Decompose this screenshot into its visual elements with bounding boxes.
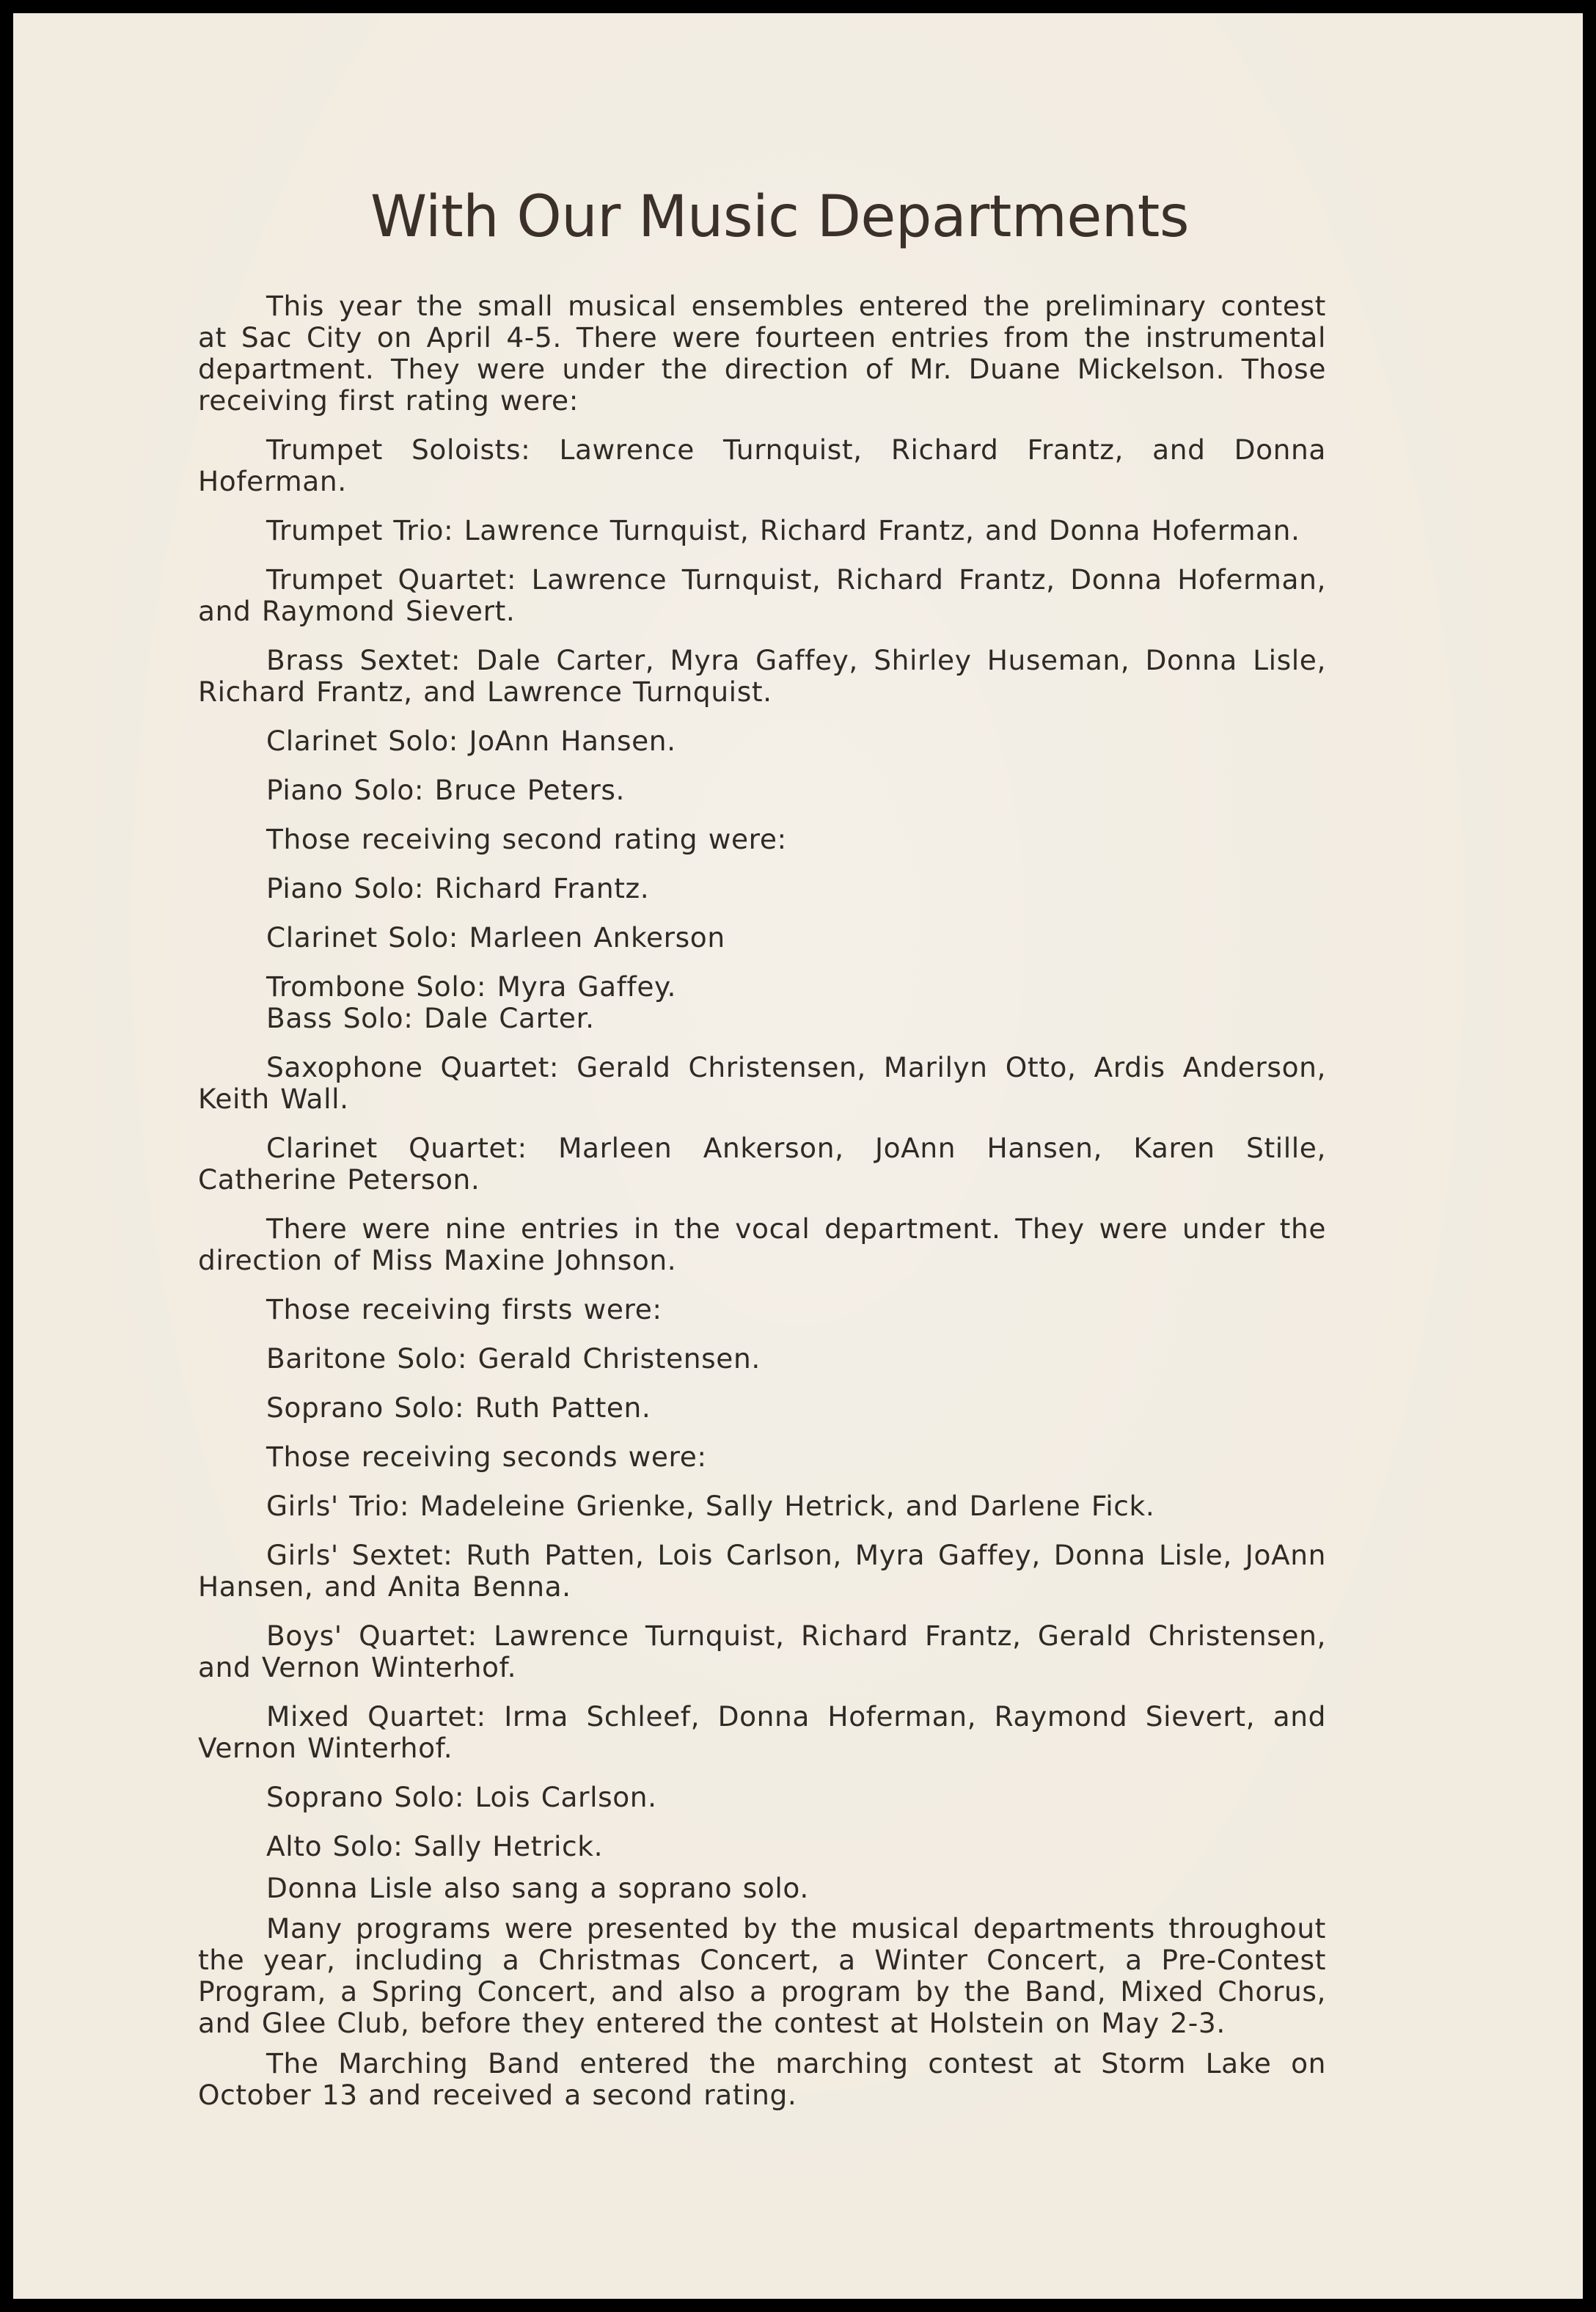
paragraph-marching-band: The Marching Band entered the marching contest at Storm Lake on October 13 and received a second rating. — [198, 2047, 1326, 2111]
paragraph-saxophone-quartet: Saxophone Quartet: Gerald Christensen, Marilyn Otto, Ardis Anderson, Keith Wall. — [198, 1051, 1326, 1115]
yearbook-page — [13, 13, 1583, 2299]
paragraph-seconds-heading: Those receiving seconds were: — [266, 1441, 707, 1473]
paragraph-girls-trio: Girls' Trio: Madeleine Grienke, Sally Hetrick, and Darlene Fick. — [266, 1490, 1155, 1522]
paragraph-trumpet-trio: Trumpet Trio: Lawrence Turnquist, Richard Frantz, and Donna Hoferman. — [266, 514, 1300, 546]
paragraph-piano-solo: Piano Solo: Bruce Peters. — [266, 774, 625, 806]
paragraph-trombone-solo: Trombone Solo: Myra Gaffey. — [266, 970, 676, 1003]
paragraph-soprano-solo: Soprano Solo: Ruth Patten. — [266, 1391, 651, 1424]
paragraph-piano-solo-second: Piano Solo: Richard Frantz. — [266, 872, 650, 904]
paragraph-vocal-intro: There were nine entries in the vocal department. They were under the direction of Miss Maxine Johnson. — [198, 1212, 1326, 1276]
paragraph-trumpet-soloists: Trumpet Soloists: Lawrence Turnquist, Richard Frantz, and Donna Hoferman. — [198, 434, 1326, 497]
paragraph-brass-sextet: Brass Sextet: Dale Carter, Myra Gaffey, Shirley Huseman, Donna Lisle, Richard Frantz, and Lawrence Turnquist. — [198, 644, 1326, 708]
paragraph-clarinet-solo-second: Clarinet Solo: Marleen Ankerson — [266, 921, 725, 954]
paragraph-firsts-heading: Those receiving firsts were: — [266, 1293, 662, 1325]
paragraph-girls-sextet: Girls' Sextet: Ruth Patten, Lois Carlson, Myra Gaffey, Donna Lisle, JoAnn Hansen, and Anita Benna. — [198, 1539, 1326, 1603]
paragraph-clarinet-solo: Clarinet Solo: JoAnn Hansen. — [266, 725, 676, 757]
paragraph-programs: Many programs were presented by the musical departments throughout the year, including a Christmas Concert, a Winter Concert, a Pre-Contest Program, a Spring Concert, and also a program by the Band, Mixed Chorus, and Glee Club, before they entered the contest at Holstein on May 2-3. — [198, 1912, 1326, 2039]
paragraph-second-rating-heading: Those receiving second rating were: — [266, 823, 787, 855]
paragraph-boys-quartet: Boys' Quartet: Lawrence Turnquist, Richard Frantz, Gerald Christensen, and Vernon Winterhof. — [198, 1620, 1326, 1683]
paragraph-bass-solo: Bass Solo: Dale Carter. — [266, 1002, 595, 1034]
paragraph-alto-solo: Alto Solo: Sally Hetrick. — [266, 1830, 604, 1862]
paragraph-trumpet-quartet: Trumpet Quartet: Lawrence Turnquist, Richard Frantz, Donna Hoferman, and Raymond Sievert. — [198, 563, 1326, 627]
paragraph-clarinet-quartet: Clarinet Quartet: Marleen Ankerson, JoAnn Hansen, Karen Stille, Catherine Peterson. — [198, 1132, 1326, 1196]
article-body — [198, 290, 1326, 2111]
paragraph-mixed-quartet: Mixed Quartet: Irma Schleef, Donna Hoferman, Raymond Sievert, and Vernon Winterhof. — [198, 1700, 1326, 1764]
page-title: With Our Music Departments — [370, 184, 1189, 250]
paragraph-soprano-solo-second: Soprano Solo: Lois Carlson. — [266, 1781, 657, 1813]
paragraph-soprano-note: Donna Lisle also sang a soprano solo. — [266, 1872, 809, 1904]
paragraph-baritone-solo: Baritone Solo: Gerald Christensen. — [266, 1342, 761, 1375]
intro-paragraph: This year the small musical ensembles entered the preliminary contest at Sac City on April 4-5. There were fourteen entries from the instrumental department. They were under the direction of Mr. Duane Mickelson. Those receiving first rating were: — [198, 290, 1326, 417]
